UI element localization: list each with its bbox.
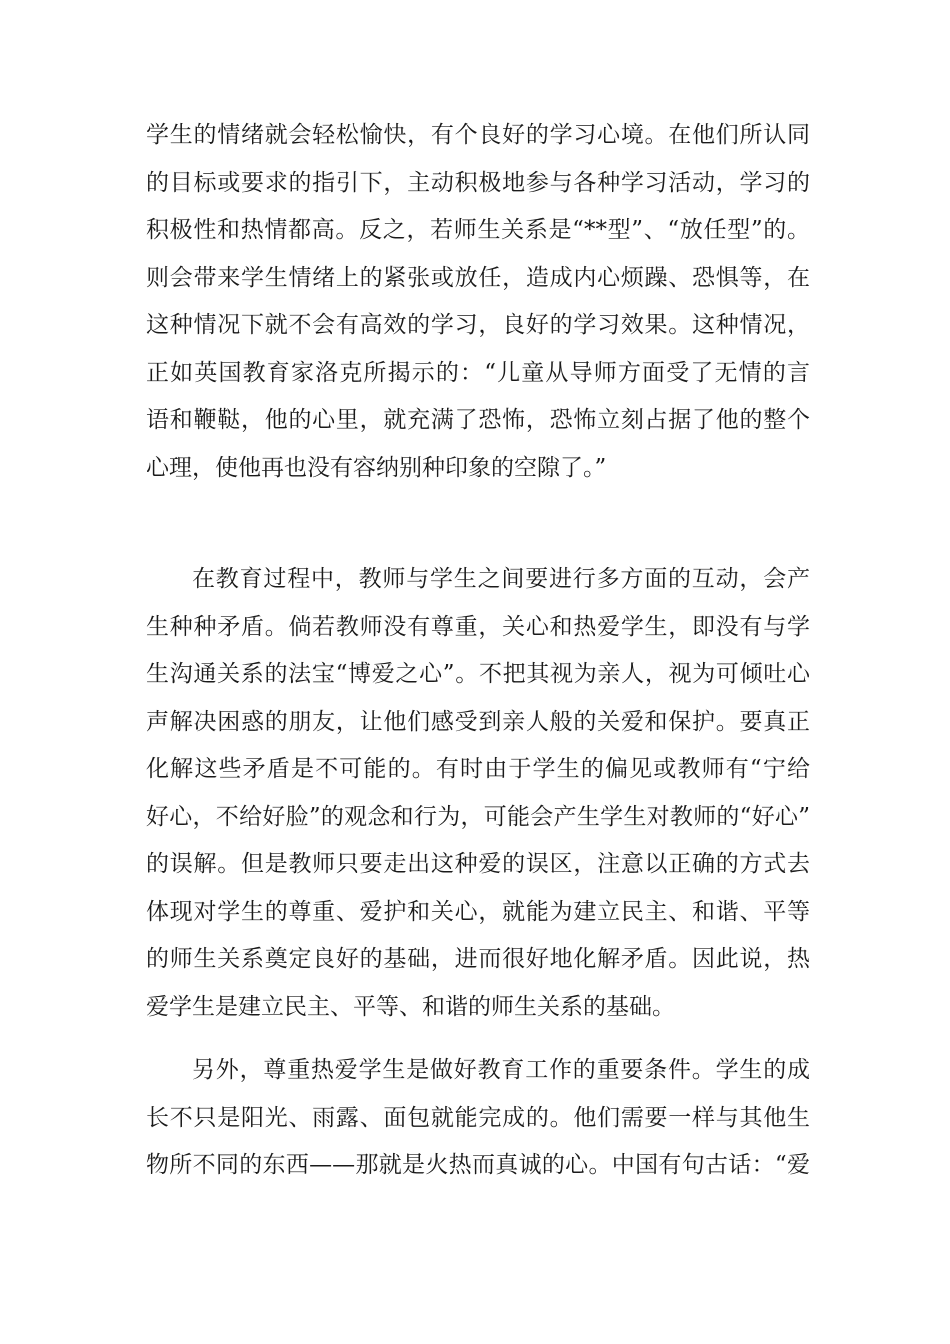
paragraph-1 xyxy=(146,112,810,492)
paragraph-line: 化解这些矛盾是不可能的。有时由于学生的偏见或教师有“宁给 xyxy=(146,756,810,782)
paragraph-line: 正如英国教育家洛克所揭示的：“儿童从导师方面受了无情的言 xyxy=(146,359,810,386)
paragraph-line: 心理，使他再也没有容纳别种印象的空隙了。” xyxy=(146,454,607,481)
paragraph-line: 另外，尊重热爱学生是做好教育工作的重要条件。学生的成 xyxy=(192,1057,810,1083)
paragraph-line: 体现对学生的尊重、爱护和关心，就能为建立民主、和谐、平等 xyxy=(146,898,810,925)
paragraph-line: 声解决困惑的朋友，让他们感受到亲人般的关爱和保护。要真正 xyxy=(146,708,810,735)
paragraph-line: 物所不同的东西——那就是火热而真诚的心。中国有句古话：“爱 xyxy=(146,1152,810,1178)
paragraph-line: 生种种矛盾。倘若教师没有尊重，关心和热爱学生，即没有与学 xyxy=(146,613,810,640)
paragraph-line: 这种情况下就不会有高效的学习，良好的学习效果。这种情况， xyxy=(146,312,810,338)
paragraph-line: 积极性和热情都高。反之，若师生关系是“**型”、“放任型”的。 xyxy=(146,217,810,243)
paragraph-line: 长不只是阳光、雨露、面包就能完成的。他们需要一样与其他生 xyxy=(146,1104,810,1131)
paragraph-line: 学生的情绪就会轻松愉快，有个良好的学习心境。在他们所认同 xyxy=(146,122,810,148)
paragraph-line: 则会带来学生情绪上的紧张或放任，造成内心烦躁、恐惧等，在 xyxy=(146,264,810,291)
paragraph-2 xyxy=(146,556,810,1031)
paragraph-line: 的师生关系奠定良好的基础，进而很好地化解矛盾。因此说，热 xyxy=(146,946,810,972)
paragraph-3 xyxy=(146,1047,810,1190)
paragraph-line: 爱学生是建立民主、平等、和谐的师生关系的基础。 xyxy=(146,993,675,1020)
paragraph-line: 在教育过程中，教师与学生之间要进行多方面的互动，会产 xyxy=(192,566,810,592)
paragraph-line: 生沟通关系的法宝“博爱之心”。不把其视为亲人，视为可倾吐心 xyxy=(146,661,810,687)
paragraph-line: 好心，不给好脸”的观念和行为，可能会产生学生对教师的“好心” xyxy=(146,803,810,830)
paragraph-line: 的目标或要求的指引下，主动积极地参与各种学习活动，学习的 xyxy=(146,169,810,196)
paragraph-line: 语和鞭鞑，他的心里，就充满了恐怖，恐怖立刻占据了他的整个 xyxy=(146,407,810,433)
paragraph-line: 的误解。但是教师只要走出这种爱的误区，注意以正确的方式去 xyxy=(146,851,810,877)
